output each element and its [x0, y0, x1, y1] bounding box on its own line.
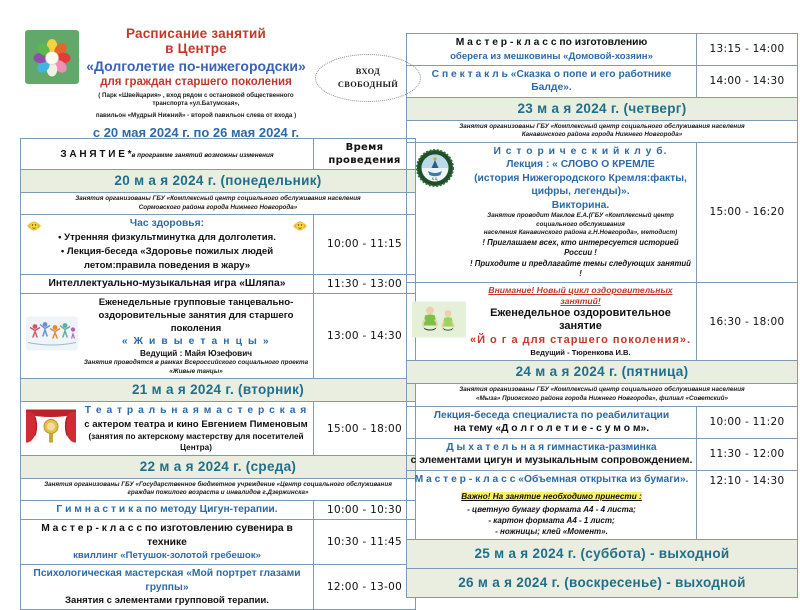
activity-content: [410, 285, 693, 359]
material-item: - ножницы; клей «Момент».: [495, 527, 608, 537]
activity-line1: Лекция-беседа специалиста по реабилитации: [433, 409, 670, 421]
activity-line2: «Й о г а для старшего поколения».: [469, 333, 692, 346]
day-label: 20 м а я 2024 г. (понедельник): [114, 173, 322, 188]
organizer-line2: «Мыза» Приокского района города Нижнего Новгорода», филиал «Советский»: [475, 395, 729, 403]
day-header-cell: [21, 170, 416, 193]
day-header-cell: [21, 379, 416, 402]
day-label: 23 м а я 2024 г. (четверг): [517, 100, 687, 116]
day-header-row: [21, 170, 416, 193]
day-header-cell: [407, 97, 798, 120]
time-cell: 13:00 - 14:30: [314, 293, 416, 379]
activity-cell: [21, 520, 314, 565]
poster-header: [20, 26, 402, 138]
activity-cell: [407, 406, 697, 438]
table-row: [407, 406, 798, 438]
activity-line2: Занятия с элементами групповой терапии.: [65, 595, 269, 607]
activity-host: Ведущий : Майя Юзефович: [140, 349, 252, 359]
poster-title-line2: в Центре: [165, 41, 227, 56]
activity-cell: [21, 274, 314, 293]
activity-line1: Еженедельное оздоровительное занятие: [490, 306, 671, 333]
activity-line2: на тему «Д о л г о л е т и е - с у м о м».: [453, 423, 650, 435]
activity-content: [24, 217, 310, 272]
organizer-line1: Занятия организованы ГБУ «Комплексный центр социального обслуживания населения: [459, 122, 745, 130]
time-header-line2: проведения: [328, 155, 401, 166]
activity-content: [410, 409, 693, 436]
day-header-row: [407, 97, 798, 120]
organizer-cell: [407, 120, 798, 142]
theatre-curtains-image-icon: [26, 409, 76, 448]
day-header-cell: [407, 361, 798, 384]
activity-title: М а с т е р - к л а с с по изготовлению сувенира в технике: [41, 523, 293, 548]
activity-content: [410, 68, 693, 95]
sun-emoji-icon: [26, 219, 42, 238]
time-cell: 14:00 - 14:30: [697, 65, 798, 97]
activity-title: М а с т е р - к л а с с по изготовлению: [455, 37, 648, 48]
right-column: [406, 33, 784, 598]
venue-address-line2: павильон «Мудрый Нижний» - второй павильон слева от входа ): [95, 111, 297, 119]
activity-cell: [407, 65, 697, 97]
organizer-row: [21, 193, 416, 215]
column-header-activity: [21, 139, 314, 170]
activity-line3: (занятия по актерскому мастерству для посетителей Центра): [88, 431, 304, 452]
activity-content: [24, 567, 310, 607]
activity-line1: И с т о р и ч е с к и й к л у б.: [493, 145, 668, 157]
activity-line1: Т е а т р а л ь н а я м а с т е р с к а я: [84, 405, 308, 417]
left-schedule-table: [20, 138, 416, 610]
weekend-row: [407, 569, 798, 598]
sun-emoji-icon-right: [292, 219, 308, 238]
day-header-row: [21, 455, 416, 478]
activity-note1: Занятие проводит Маклов Е.А.(ГБУ «Комплексный центр социального обслуживания: [487, 212, 674, 228]
day-label: 21 м а я 2024 г. (вторник): [132, 382, 304, 398]
activity-content: [410, 145, 693, 280]
weekend-cell: [407, 569, 798, 598]
table-row: [21, 402, 416, 456]
time-cell: 10:00 - 11:20: [697, 406, 798, 438]
table-row: [21, 274, 416, 293]
activity-content: [24, 277, 310, 291]
organizer-line1: Занятия организованы ГБУ «Государственное бюджетное учреждение «Центр социального обслуживания: [44, 480, 392, 488]
activity-content: [24, 503, 310, 517]
activity-note: Занятия проводятся в рамках Всероссийского социального проекта «Живые танцы»: [83, 359, 309, 375]
organizer-line2: Сормовского района города Нижнего Новгорода»: [138, 203, 298, 211]
table-row: [21, 215, 416, 275]
activity-warning: Внимание! Новый цикл оздоровительных занятий!: [488, 284, 673, 306]
weekend-label: 25 м а я 2024 г. (суббота) - выходной: [474, 546, 730, 562]
list-item: • Лекция-беседа «Здоровье пожилых людей: [44, 245, 290, 259]
table-row: [21, 565, 416, 610]
day-header-row: [407, 361, 798, 384]
table-header-row: [21, 139, 416, 170]
activity-cell: [407, 470, 697, 540]
emblem-image-icon: [416, 149, 454, 192]
right-schedule-table: [406, 33, 798, 598]
activity-content: [410, 473, 693, 538]
activity-content: [410, 36, 693, 63]
table-row: [407, 34, 798, 66]
organizer-line1: Занятия организованы ГБУ «Комплексный центр социального обслуживания населения: [75, 195, 361, 202]
activity-line1: Еженедельные групповые танцевально-: [98, 296, 294, 308]
activity-content: [24, 296, 310, 377]
time-cell: 15:00 - 16:20: [697, 142, 798, 282]
organizer-row: [407, 120, 798, 142]
activity-note2: населения Канавинского района г.Н.Новгорода», методист): [483, 229, 678, 237]
table-row: [21, 501, 416, 520]
organizer-line2: Канавинского района города Нижнего Новгорода»: [521, 131, 683, 139]
table-row: [21, 520, 416, 565]
time-cell: 10:00 - 11:15: [314, 215, 416, 275]
activity-note3: ! Приглашаем всех, кто интересуется историей России !: [482, 237, 679, 258]
activity-cell: [407, 438, 697, 470]
table-row: [407, 142, 798, 282]
venue-address-line1: ( Парк «Швейцария» , вход рядом с остановкой общественного транспорта «ул.Батумская»,: [98, 92, 294, 108]
activity-line2: с актером театра и кино Евгением Пименовым: [84, 418, 308, 430]
day-header-cell: [21, 455, 416, 478]
activity-content: [410, 441, 693, 468]
poster-subtitle: для граждан старшего поколения: [100, 76, 292, 88]
activity-highlight-wrap: [410, 486, 693, 504]
free-entry-line2: СВОБОДНЫЙ: [337, 80, 399, 89]
svg-text:К.Ц.: К.Ц.: [431, 176, 439, 181]
activity-line2: оздоровительные занятия для старшего поколения: [98, 309, 294, 334]
organizer-line2: граждан пожилого возраста и инвалидов г.Дзержинска»: [127, 489, 309, 497]
left-column: [20, 26, 402, 610]
activity-cell: [21, 215, 314, 275]
day-label: 24 м а я 2024 г. (пятница): [515, 364, 689, 380]
yoga-image-icon: [412, 301, 466, 342]
dancers-image-icon: [26, 317, 78, 356]
column-header-time: [314, 139, 416, 170]
material-item: - картон формата А4 - 1 лист;: [488, 516, 615, 526]
organizer-cell: [21, 478, 416, 500]
activity-line4: Викторина.: [551, 199, 610, 211]
time-cell: 16:30 - 18:00: [697, 282, 798, 361]
activity-header-label: З А Н Я Т И Е *: [60, 148, 132, 160]
activity-bullet-continuation: летом:правила поведения в жару»: [83, 259, 251, 271]
activity-header-note: в программе занятий возможны изменения: [131, 151, 274, 159]
time-cell: 13:15 - 14:00: [697, 34, 798, 66]
weekend-label: 26 м а я 2024 г. (воскресенье) - выходной: [458, 575, 746, 591]
time-cell: 11:30 - 13:00: [314, 274, 416, 293]
activity-content: [24, 404, 310, 453]
time-cell: 11:30 - 12:00: [697, 438, 798, 470]
activity-line2: с элементами цигун и музыкальным сопровождением.: [410, 455, 693, 467]
time-cell: 10:30 - 11:45: [314, 520, 416, 565]
activity-line2: квиллинг «Петушок-золотой гребешок»: [73, 550, 261, 562]
table-row: [407, 438, 798, 470]
day-header-row: [21, 379, 416, 402]
activity-host: Ведущий - Тюренкова И.В.: [530, 348, 631, 358]
activity-cell: [407, 34, 697, 66]
day-label: 22 м а я 2024 г. (среда): [139, 458, 297, 474]
organizer-row: [21, 478, 416, 500]
material-item: - цветную бумагу формата А4 - 4 листа;: [467, 505, 636, 515]
activity-cell: [21, 402, 314, 456]
table-row: [21, 293, 416, 379]
activity-cell: [407, 142, 697, 282]
list-item: • Утренняя физкультминутка для долголетия.: [44, 231, 290, 245]
activity-content: [24, 522, 310, 562]
weekend-row: [407, 540, 798, 569]
table-row: [407, 282, 798, 361]
activity-title: Психологическая мастерская «Мой портрет глазами группы»: [33, 568, 301, 593]
date-range: с 20 мая 2024 г. по 26 мая 2024 г.: [92, 125, 300, 140]
activity-line1: М а с т е р - к л а с с «Объемная открытка из бумаги».: [414, 473, 689, 485]
activity-line3: (история Нижегородского Кремля:факты, цифры, легенды)».: [474, 172, 687, 198]
activity-bullets: [44, 231, 290, 259]
activity-title: Интеллектуально-музыкальная игра «Шляпа»: [48, 277, 286, 289]
organizer-cell: [21, 193, 416, 215]
activity-note4: ! Приходите и предлагайте темы следующих занятий !: [470, 258, 691, 279]
organizer-row: [407, 384, 798, 406]
flower-logo-icon: [25, 30, 79, 84]
weekend-cell: [407, 540, 798, 569]
activity-cell: [407, 282, 697, 361]
free-entry-line1: ВХОД: [355, 67, 381, 76]
time-cell: 15:00 - 18:00: [314, 402, 416, 456]
activity-title: Г и м н а с т и к а по методу Цигун-терапии.: [56, 504, 278, 516]
table-row: [407, 470, 798, 540]
time-cell: 12:10 - 14:30: [697, 470, 798, 540]
table-row: [407, 65, 798, 97]
organizer-cell: [407, 384, 798, 406]
poster-title-line3: «Долголетие по-нижегородски»: [86, 58, 306, 74]
time-cell: 12:00 - 13-00: [314, 565, 416, 610]
activity-line1: Д ы х а т е л ь н а я гимнастика-разминка: [446, 441, 657, 453]
time-header-line1: Время: [345, 142, 384, 153]
activity-cell: [21, 501, 314, 520]
activity-cell: [21, 293, 314, 379]
activity-cell: [21, 565, 314, 610]
activity-line3: « Ж и в ы е т а н ц ы »: [121, 335, 271, 347]
activity-line2: оберега из мешковины «Домовой-хозяин»: [450, 50, 653, 62]
activity-title: Час здоровья:: [129, 218, 205, 230]
poster-title-line1: Расписание занятий: [125, 26, 267, 41]
activity-line2: Лекция : « СЛОВО О КРЕМЛЕ: [506, 159, 655, 171]
activity-title: С п е к т а к л ь «Сказка о попе и его работнике Балде».: [431, 68, 672, 93]
header-text: [82, 26, 310, 120]
time-cell: 10:00 - 10:30: [314, 501, 416, 520]
organizer-line1: Занятия организованы ГБУ «Комплексный центр социального обслуживания населения: [459, 386, 745, 394]
activity-highlight: Важно! На занятие необходимо принести :: [461, 492, 642, 502]
